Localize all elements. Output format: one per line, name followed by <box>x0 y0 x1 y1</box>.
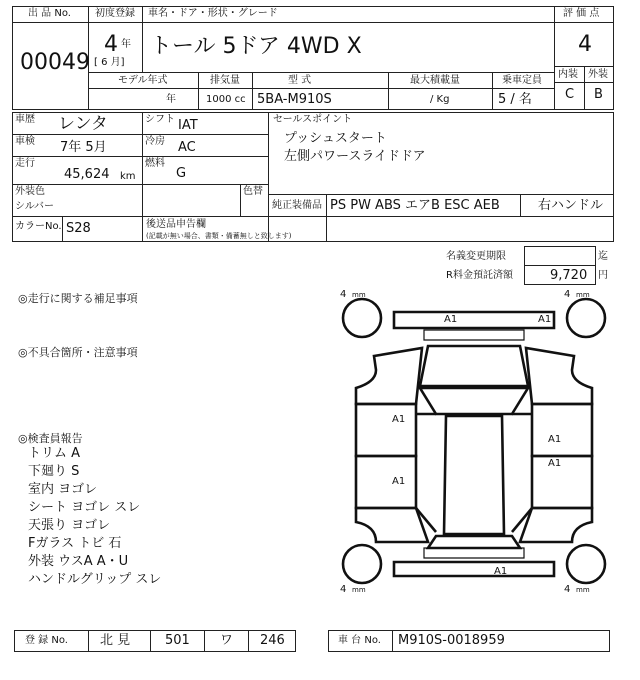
interior-label: 内装 <box>558 69 578 80</box>
windshield <box>420 388 528 414</box>
sales-point-1: プッシュスタート <box>284 131 387 146</box>
inspector-item: Fガラス トビ 石 <box>28 536 122 551</box>
registration-area: 北 見 <box>100 633 131 648</box>
registration-kana: ワ <box>220 633 234 648</box>
docs-note: (記載が無い場合、書類・備蓄無しと致します) <box>146 232 292 240</box>
front-grille <box>424 330 524 340</box>
displacement-label: 排気量 <box>210 75 240 86</box>
front-bumper <box>394 312 554 328</box>
capacity-label: 乗車定員 <box>502 75 542 86</box>
registration-class: 501 <box>165 633 190 648</box>
color-label: 外装色 <box>15 186 45 197</box>
left-rear-quarter <box>356 508 428 542</box>
registration-number: 246 <box>260 633 285 648</box>
model-year-unit: 年 <box>166 94 176 105</box>
grade-value: 4 <box>578 32 592 57</box>
fuel-label: 燃料 <box>145 158 165 169</box>
grade-label: 評 価 点 <box>563 8 600 19</box>
damage-mark: A1 <box>548 434 562 445</box>
history-value: レンタ <box>58 114 108 134</box>
inspector-item: 下廻り S <box>28 464 80 479</box>
ac-label: 冷房 <box>145 136 165 147</box>
lot-no-label: 出 品 No. <box>28 8 71 19</box>
damage-mark: A1 <box>444 314 458 325</box>
mileage-value: 45,624 <box>64 167 110 182</box>
wheel-label: 4 <box>564 289 571 300</box>
chassis-label: 車 台 No. <box>338 635 381 646</box>
wheel-rear-left <box>343 545 381 583</box>
wheel-label: 4 <box>564 584 571 595</box>
wheel-unit: mm <box>576 586 590 594</box>
lot-no: 00049 <box>20 50 90 75</box>
left-front-door <box>356 404 416 456</box>
ac-value: AC <box>178 140 196 155</box>
supplement-title: ◎走行に関する補足事項 <box>18 292 138 305</box>
inspector-item: 外装 ウスA A・U <box>28 554 129 569</box>
displacement: 1000 cc <box>206 94 246 105</box>
recycle-label: R料金預託済額 <box>446 270 513 281</box>
load-label: 最大積載量 <box>410 75 460 86</box>
wheel-rear-right <box>567 545 605 583</box>
equipment-value: PS PW ABS エアB ESC AEB <box>330 198 500 213</box>
right-rear-door <box>532 456 592 508</box>
type-value: 5BA-M910S <box>257 92 332 107</box>
roof <box>444 416 504 534</box>
capacity-value: 5 / 名 <box>498 92 532 107</box>
type-label: 型 式 <box>288 75 312 86</box>
inspection-value: 7年 5月 <box>60 140 107 155</box>
inspector-item: シート ヨゴレ スレ <box>28 500 141 515</box>
shift-label: シフト <box>145 114 175 125</box>
damage-mark: A1 <box>392 476 406 487</box>
recycle-unit: 円 <box>598 270 608 281</box>
interior-grade: C <box>565 87 575 102</box>
steering-value: 右ハンドル <box>538 198 604 213</box>
wheel-front-left <box>343 299 381 337</box>
name-change-box <box>524 246 596 266</box>
tailgate <box>424 548 524 558</box>
history-label: 車歴 <box>15 114 35 125</box>
wheel-label: 4 <box>340 289 347 300</box>
docs-label: 後送品申告欄 <box>146 219 206 230</box>
sales-label: セールスポイント <box>273 114 353 125</box>
inspector-item: 室内 ヨゴレ <box>28 482 98 497</box>
wheel-unit: mm <box>576 291 590 299</box>
color-value: シルバー <box>15 201 55 212</box>
load-value: / Kg <box>430 94 450 105</box>
damage-mark: A1 <box>392 414 406 425</box>
mileage-label: 走行 <box>15 158 35 169</box>
inspector-item: 天張り ヨゴレ <box>28 518 111 533</box>
inspector-item: ハンドルグリップ スレ <box>28 572 162 587</box>
wheel-unit: mm <box>352 586 366 594</box>
damage-mark: A1 <box>538 314 552 325</box>
wheel-front-right <box>567 299 605 337</box>
first-reg-month: [ 6 月] <box>94 57 125 68</box>
color-no-value: S28 <box>66 221 91 236</box>
inspection-label: 車検 <box>15 136 35 147</box>
right-rear-quarter <box>520 508 592 542</box>
equipment-label: 純正装備品 <box>272 200 322 211</box>
wheel-unit: mm <box>352 291 366 299</box>
registration-label: 登 録 No. <box>25 635 68 646</box>
rear-glass <box>428 536 520 548</box>
hood <box>420 346 528 386</box>
model-year-label: モデル年式 <box>118 75 168 86</box>
chassis-number: M910S-0018959 <box>398 633 505 648</box>
shift-value: IAT <box>178 118 198 133</box>
left-rear-door <box>356 456 416 508</box>
first-reg-year-unit: 年 <box>121 39 131 50</box>
defects-title: ◎不具合箇所・注意事項 <box>18 346 138 359</box>
car-damage-diagram <box>336 286 612 598</box>
exterior-label: 外装 <box>588 69 608 80</box>
sales-point-2: 左側パワースライドドア <box>284 149 426 164</box>
right-front-door <box>532 404 592 456</box>
rear-bumper <box>394 562 554 576</box>
car-name: トール 5ドア 4WD X <box>150 34 362 59</box>
damage-mark: A1 <box>494 566 508 577</box>
mileage-unit: km <box>120 171 136 182</box>
left-front-fender <box>356 348 422 404</box>
inspector-item: トリム A <box>28 446 81 461</box>
color-change-label: 色替 <box>243 186 263 197</box>
first-reg-label: 初度登録 <box>95 8 135 19</box>
right-front-fender <box>526 348 592 404</box>
exterior-grade: B <box>594 87 603 102</box>
color-no-label: カラーNo. <box>15 221 62 232</box>
fuel-value: G <box>176 166 187 181</box>
name-change-label: 名義変更期限 <box>446 251 506 262</box>
damage-mark: A1 <box>548 458 562 469</box>
recycle-value: 9,720 <box>550 268 588 283</box>
inspector-title: ◎検査員報告 <box>18 432 83 445</box>
wheel-label: 4 <box>340 584 347 595</box>
first-reg-year: 4 <box>104 32 118 57</box>
name-change-unit: 迄 <box>598 251 608 262</box>
car-name-label: 車名・ドア・形状・グレード <box>148 8 278 19</box>
